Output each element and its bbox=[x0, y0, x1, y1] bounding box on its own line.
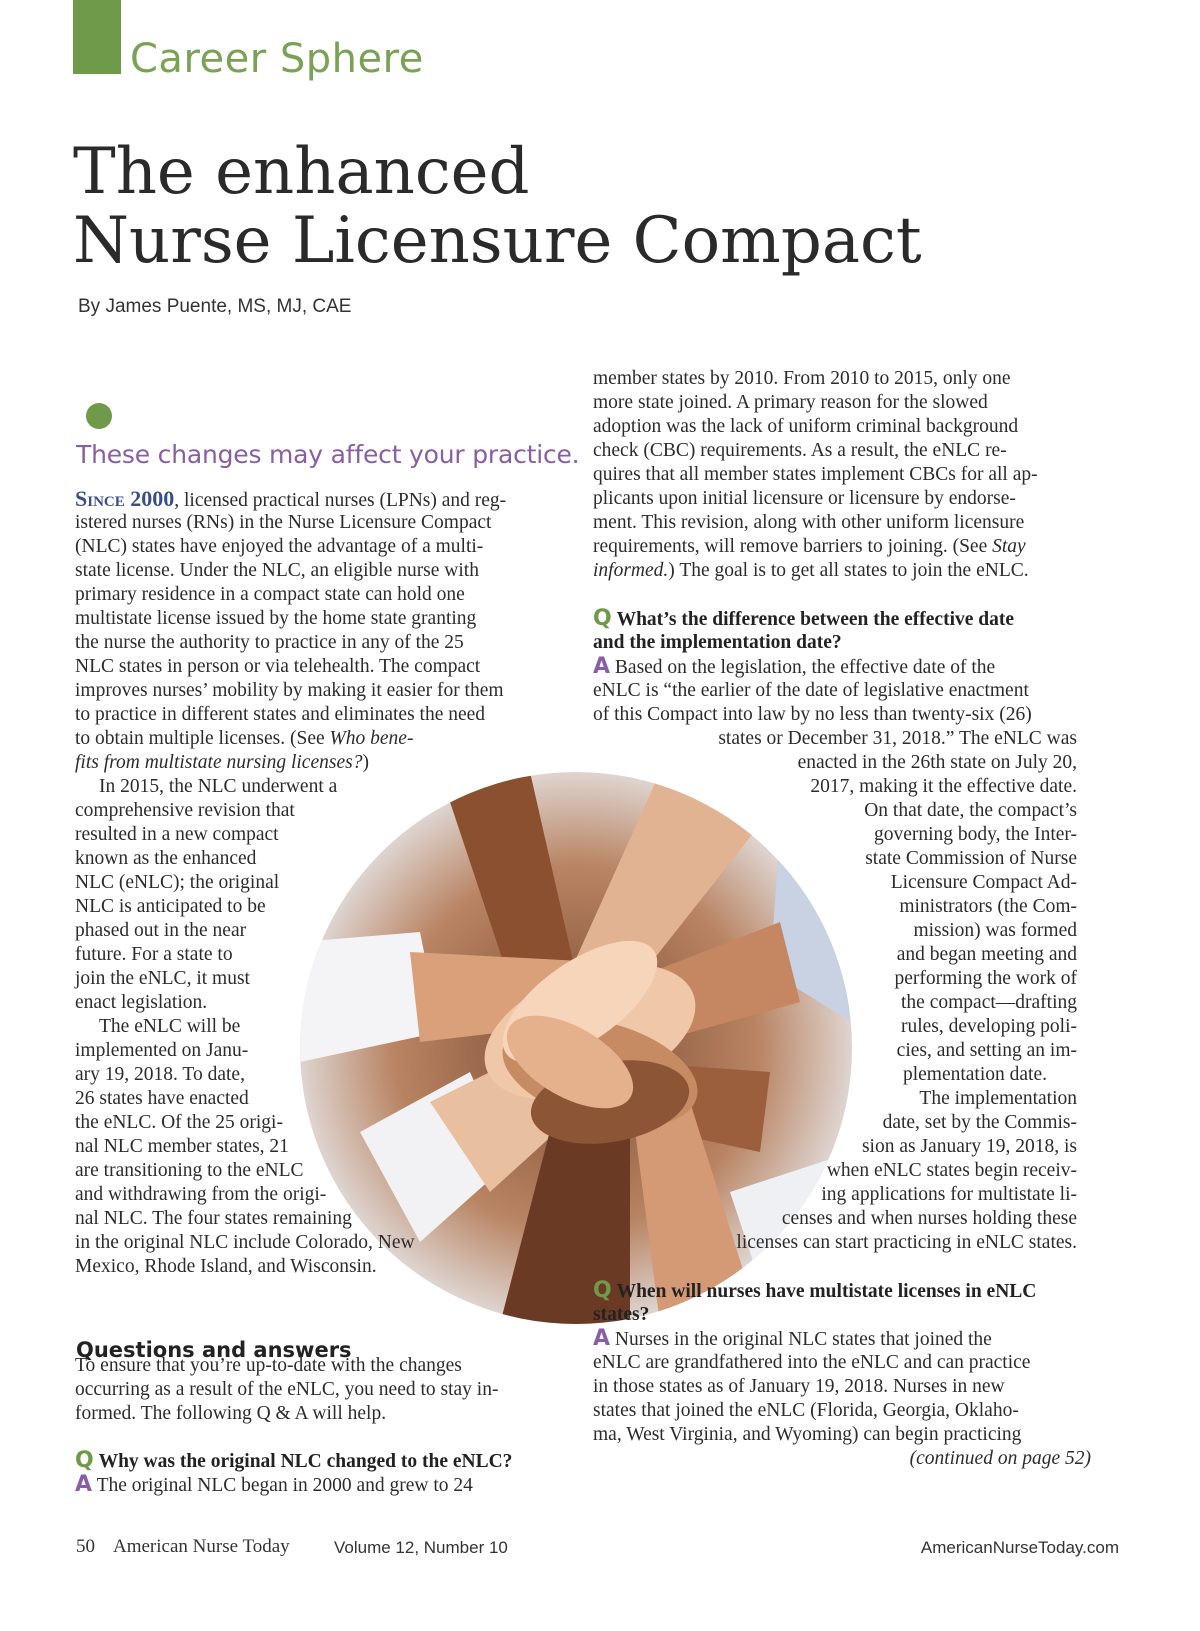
answer-line: A The original NLC began in 2000 and grew to 24 bbox=[75, 1472, 473, 1497]
paragraph-line: informed.) The goal is to get all states to join the eNLC. bbox=[593, 560, 1029, 581]
paragraph-line: performing the work of bbox=[894, 968, 1077, 989]
paragraph-line: states that joined the eNLC (Florida, Georgia, Oklaho- bbox=[593, 1400, 1019, 1421]
paragraph-line: The eNLC will be bbox=[99, 1016, 241, 1037]
paragraph-line: eNLC is “the earlier of the date of legislative enactment bbox=[593, 680, 1029, 701]
left-column bbox=[75, 486, 565, 1497]
paragraph-line: 2017, making it the effective date. bbox=[810, 776, 1077, 797]
paragraph-line: enacted in the 26th state on July 20, bbox=[797, 752, 1077, 773]
answer-line: A Nurses in the original NLC states that joined the bbox=[593, 1326, 992, 1351]
sidebar-reference: Stay bbox=[992, 536, 1026, 557]
section-title: Career Sphere bbox=[130, 36, 424, 82]
paragraph-line: istered nurses (RNs) in the Nurse Licensure Compact bbox=[75, 512, 492, 533]
paragraph-line: Mexico, Rhode Island, and Wisconsin. bbox=[75, 1256, 377, 1277]
paragraph-line: censes and when nurses holding these bbox=[781, 1208, 1077, 1229]
paragraph-line: nal NLC. The four states remaining bbox=[75, 1208, 352, 1229]
answer-marker-icon: A bbox=[593, 1326, 611, 1351]
magazine-name: American Nurse Today bbox=[113, 1536, 290, 1557]
paragraph-line: NLC (eNLC); the original bbox=[75, 872, 280, 893]
paragraph-line: licenses can start practicing in eNLC states. bbox=[736, 1232, 1077, 1253]
paragraph-line: nal NLC member states, 21 bbox=[75, 1136, 289, 1157]
paragraph-line: future. For a state to bbox=[75, 944, 233, 965]
paragraph-line: state license. Under the NLC, an eligible nurse with bbox=[75, 560, 479, 581]
answer-marker-icon: A bbox=[593, 654, 611, 679]
paragraph-line: date, set by the Commis- bbox=[882, 1112, 1077, 1133]
paragraph-line: the eNLC. Of the 25 origi- bbox=[75, 1112, 283, 1133]
paragraph-line: quires that all member states implement CBCs for all ap- bbox=[593, 464, 1038, 485]
question-marker-icon: Q bbox=[75, 1448, 94, 1473]
paragraph-line: in those states as of January 19, 2018. Nurses in new bbox=[593, 1376, 1005, 1397]
paragraph-line: comprehensive revision that bbox=[75, 800, 295, 821]
paragraph-line: to practice in different states and eliminates the need bbox=[75, 704, 486, 725]
paragraph-line: of this Compact into law by no less than twenty-six (26) bbox=[593, 704, 1032, 725]
paragraph-line: known as the enhanced bbox=[75, 848, 257, 869]
dek-subtitle: These changes may affect your practice. bbox=[76, 440, 580, 469]
paragraph-line: (NLC) states have enjoyed the advantage of a multi- bbox=[75, 536, 484, 557]
paragraph-line: member states by 2010. From 2010 to 2015, only one bbox=[593, 368, 1011, 389]
answer-line: A Based on the legislation, the effective date of the bbox=[593, 654, 996, 679]
paragraph-line: phased out in the near bbox=[75, 920, 247, 941]
paragraph-line: On that date, the compact’s bbox=[864, 800, 1077, 821]
paragraph-line: mission) was formed bbox=[913, 920, 1077, 941]
paragraph-line: in the original NLC include Colorado, New bbox=[75, 1232, 415, 1253]
paragraph-line: check (CBC) requirements. As a result, the eNLC re- bbox=[593, 440, 1007, 461]
paragraph-line: more state joined. A primary reason for the slowed bbox=[593, 392, 988, 413]
paragraph-line: NLC is anticipated to be bbox=[75, 896, 266, 917]
paragraph-line: rules, developing poli- bbox=[900, 1016, 1077, 1037]
paragraph-line: fits from multistate nursing licenses?) bbox=[75, 752, 369, 773]
paragraph-line: the compact—drafting bbox=[901, 992, 1077, 1013]
paragraph-line: adoption was the lack of uniform criminal background bbox=[593, 416, 1019, 437]
paragraph-line: The implementation bbox=[919, 1088, 1077, 1109]
question-line: Q What’s the difference between the effective date bbox=[593, 606, 1015, 631]
paragraph-line: resulted in a new compact bbox=[75, 824, 279, 845]
right-column bbox=[593, 366, 1093, 1486]
paragraph-line: ma, West Virginia, and Wyoming) can begin practicing bbox=[593, 1424, 1022, 1445]
bullet-dot-icon bbox=[86, 403, 112, 429]
page-number: 50 bbox=[76, 1536, 95, 1557]
paragraph-line: to obtain multiple licenses. (See Who bene- bbox=[75, 728, 414, 749]
question-marker-icon: Q bbox=[593, 606, 612, 631]
paragraph-line: eNLC are grandfathered into the eNLC and can practice bbox=[593, 1352, 1031, 1373]
paragraph-line: join the eNLC, it must bbox=[75, 968, 250, 989]
headline-line-2: Nurse Licensure Compact bbox=[73, 204, 922, 278]
paragraph-line: In 2015, the NLC underwent a bbox=[99, 776, 338, 797]
paragraph-line: Licensure Compact Ad- bbox=[890, 872, 1077, 893]
paragraph-line: implemented on Janu- bbox=[75, 1040, 249, 1061]
paragraph-line: enact legislation. bbox=[75, 992, 208, 1013]
paragraph-line: requirements, will remove barriers to joining. (See Stay bbox=[593, 536, 1026, 557]
paragraph-line: ministrators (the Com- bbox=[899, 896, 1077, 917]
answer-marker-icon: A bbox=[75, 1472, 93, 1497]
paragraph-line: cies, and setting an im- bbox=[896, 1040, 1077, 1061]
paragraph-line: governing body, the Inter- bbox=[873, 824, 1077, 845]
continued-note: (continued on page 52) bbox=[909, 1448, 1091, 1469]
question-line: and the implementation date? bbox=[593, 632, 842, 653]
paragraph-line: To ensure that you’re up-to-date with the changes bbox=[75, 1355, 462, 1376]
paragraph-line: plementation date. bbox=[902, 1064, 1047, 1085]
paragraph-line: improves nurses’ mobility by making it easier for them bbox=[75, 680, 504, 701]
paragraph-line: sion as January 19, 2018, is bbox=[861, 1136, 1077, 1157]
lead-paragraph-line: Since 2000, licensed practical nurses (LPNs) and reg- bbox=[75, 486, 507, 511]
paragraph-line: ary 19, 2018. To date, bbox=[75, 1064, 245, 1085]
paragraph-line: and began meeting and bbox=[896, 944, 1077, 965]
question-line: Q When will nurses have multistate licenses in eNLC bbox=[593, 1278, 1037, 1303]
section-color-bar bbox=[73, 0, 121, 74]
paragraph-line: states or December 31, 2018.” The eNLC was bbox=[718, 728, 1077, 749]
lead-small-caps: Since 2000 bbox=[75, 486, 175, 511]
paragraph-line: the nurse the authority to practice in any of the 25 bbox=[75, 632, 464, 653]
question-line: Q Why was the original NLC changed to the eNLC? bbox=[75, 1448, 513, 1473]
article-headline bbox=[73, 135, 922, 278]
paragraph-line: plicants upon initial licensure or licensure by endorse- bbox=[593, 488, 1016, 509]
paragraph-line: NLC states in person or via telehealth. The compact bbox=[75, 656, 481, 677]
paragraph-line: multistate license issued by the home state granting bbox=[75, 608, 477, 629]
paragraph-line: are transitioning to the eNLC bbox=[75, 1160, 304, 1181]
paragraph-line: ment. This revision, along with other uniform licensure bbox=[593, 512, 1025, 533]
website-link[interactable]: AmericanNurseToday.com bbox=[920, 1538, 1119, 1557]
paragraph-line: 26 states have enacted bbox=[75, 1088, 249, 1109]
paragraph-line: when eNLC states begin receiv- bbox=[826, 1160, 1077, 1181]
sidebar-reference: fits from multistate nursing licenses? bbox=[75, 752, 363, 773]
sidebar-reference: Who bene- bbox=[329, 728, 414, 749]
section-heading-qa: Questions and answers bbox=[76, 1338, 352, 1362]
question-line: states? bbox=[593, 1304, 650, 1325]
question-marker-icon: Q bbox=[593, 1278, 612, 1303]
paragraph-line: ing applications for multistate li- bbox=[821, 1184, 1077, 1205]
paragraph-line: and withdrawing from the origi- bbox=[75, 1184, 327, 1205]
paragraph-line: primary residence in a compact state can hold one bbox=[75, 584, 465, 605]
paragraph-line: state Commission of Nurse bbox=[865, 848, 1077, 869]
paragraph-line: formed. The following Q & A will help. bbox=[75, 1403, 387, 1424]
byline: By James Puente, MS, MJ, CAE bbox=[78, 296, 352, 317]
paragraph-line: occurring as a result of the eNLC, you need to stay in- bbox=[75, 1379, 499, 1400]
issue-volume: Volume 12, Number 10 bbox=[334, 1538, 508, 1557]
headline-line-1: The enhanced bbox=[73, 135, 530, 209]
sidebar-reference: informed. bbox=[593, 560, 669, 581]
